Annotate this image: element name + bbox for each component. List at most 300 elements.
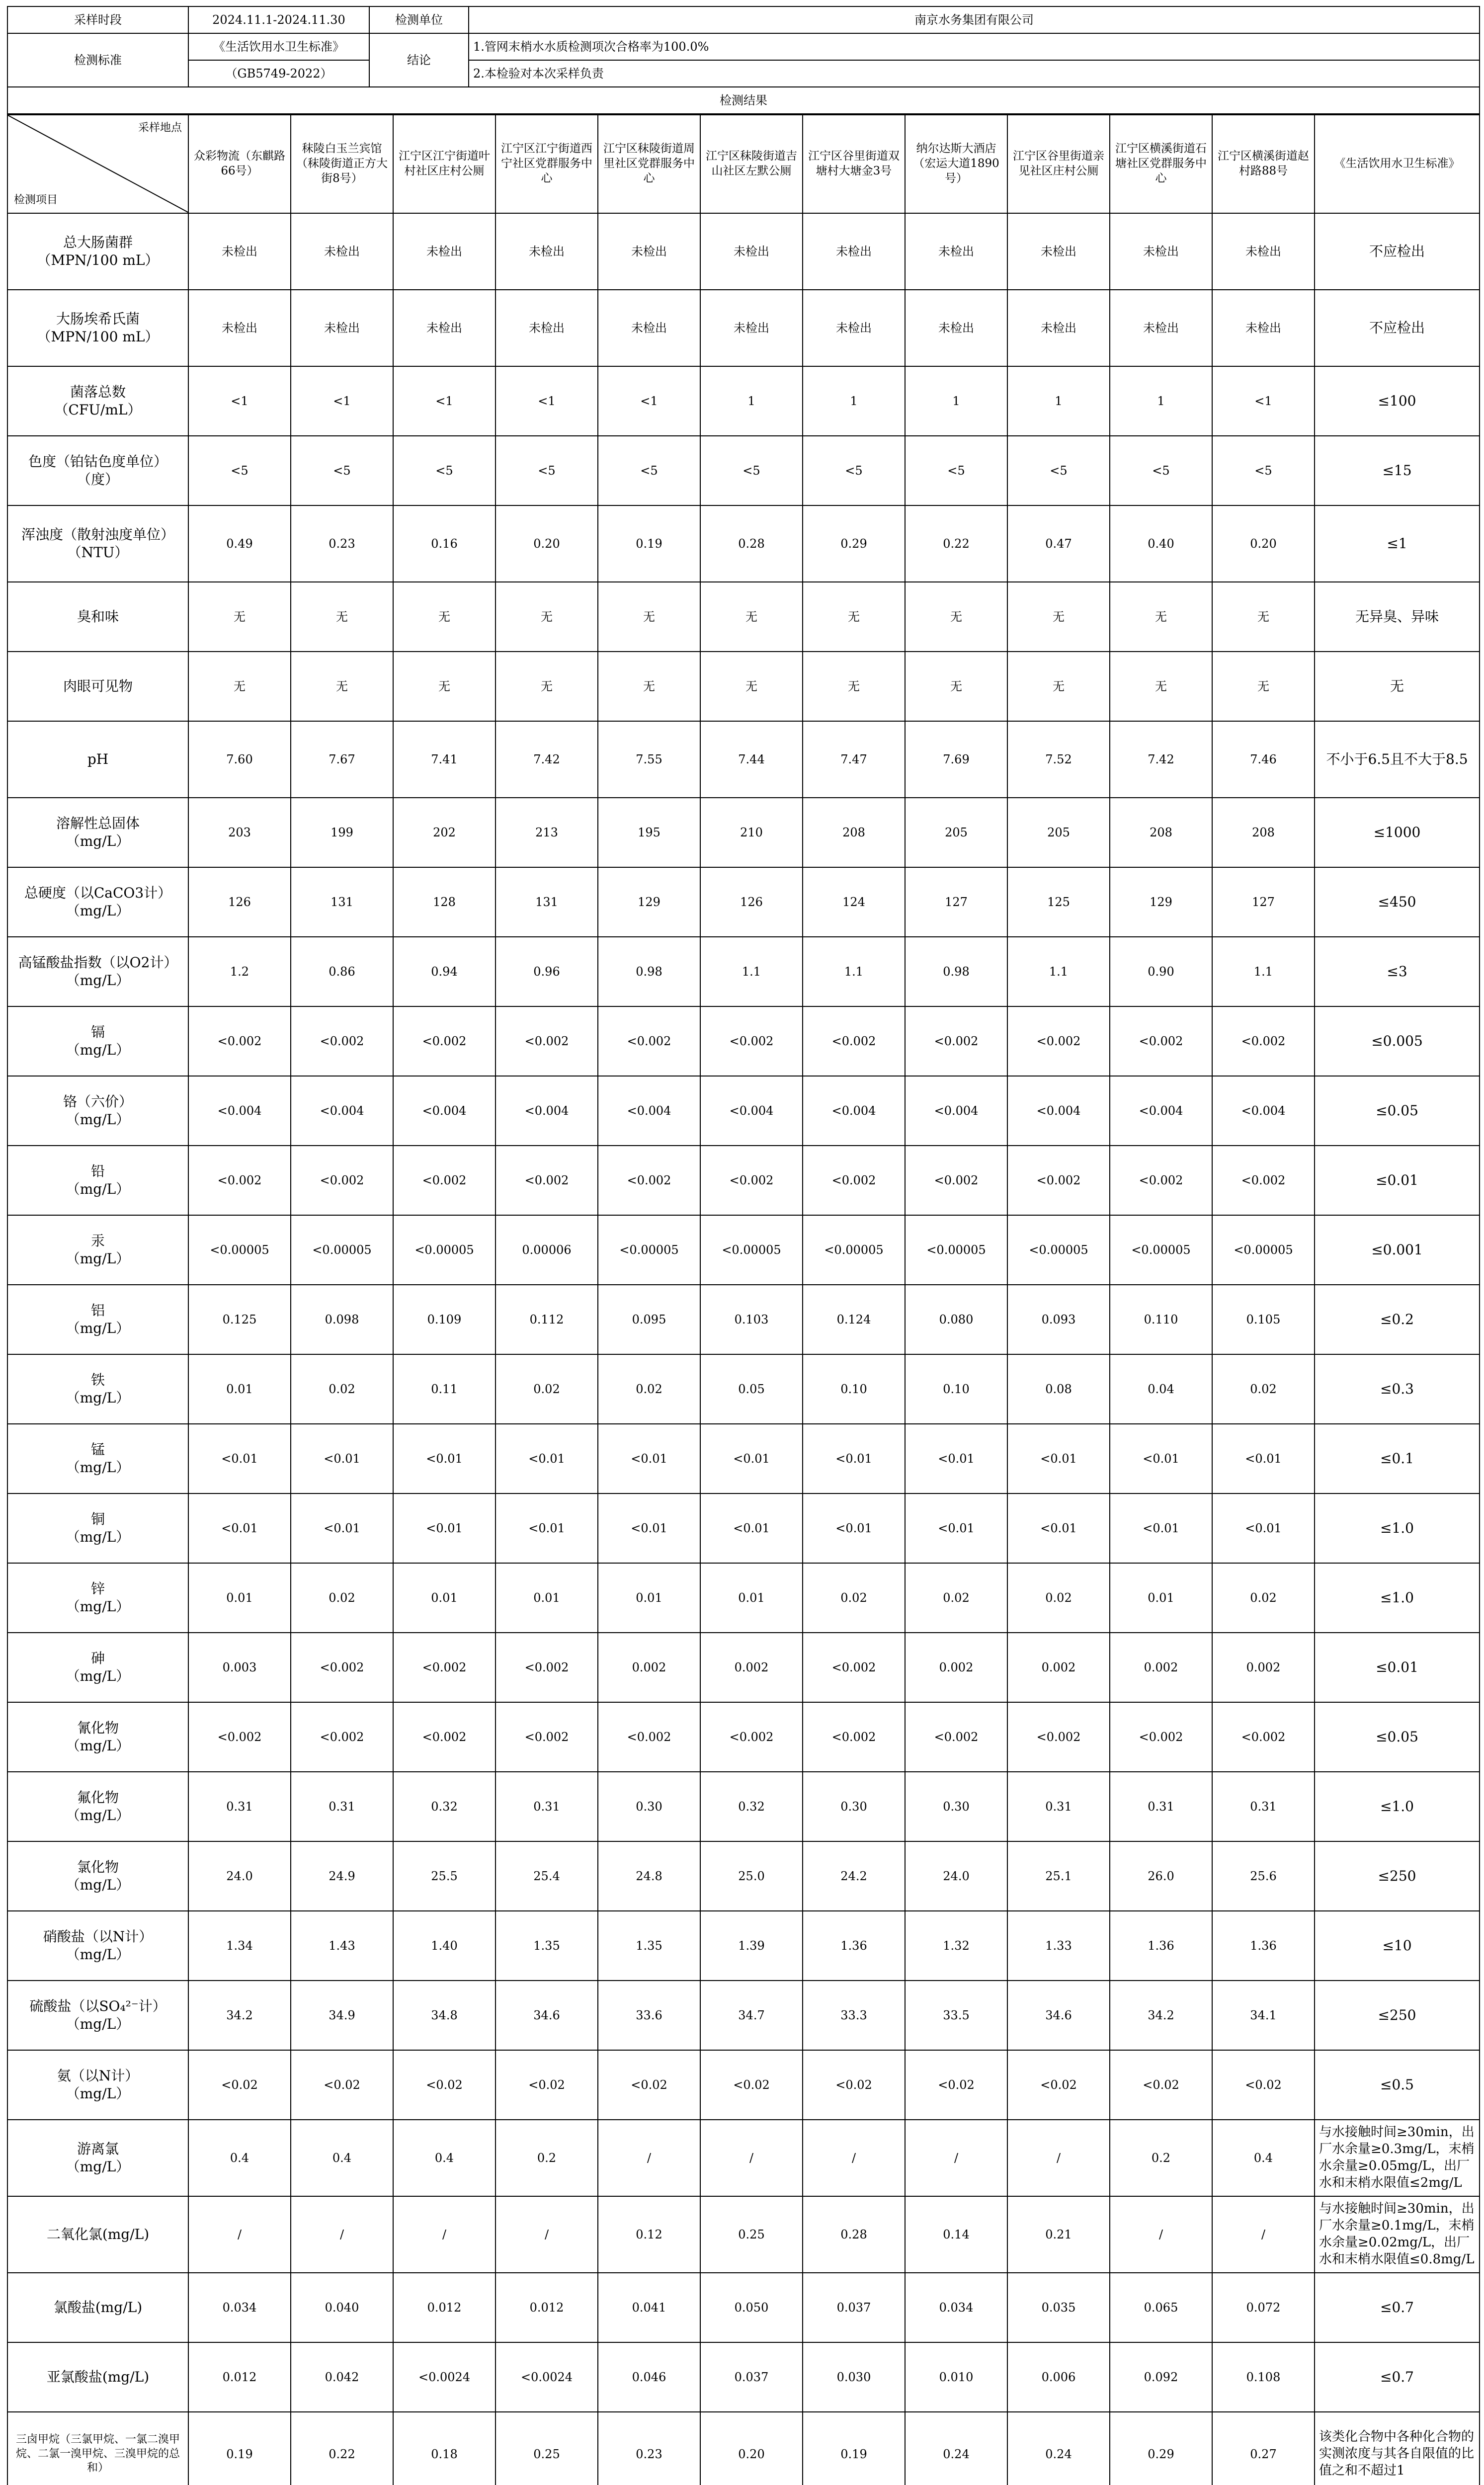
standard-limit: 不小于6.5且不大于8.5 — [1315, 721, 1480, 798]
result-cell: <0.002 — [803, 1633, 905, 1702]
result-cell: 未检出 — [393, 213, 495, 290]
result-cell: 0.32 — [393, 1772, 495, 1841]
result-cell: / — [291, 2196, 393, 2273]
result-cell: <0.002 — [905, 1006, 1007, 1076]
result-cell: 0.098 — [291, 1285, 393, 1354]
standard-limit: ≤0.01 — [1315, 1146, 1480, 1215]
result-cell: 0.10 — [905, 1354, 1007, 1424]
result-cell: <0.002 — [598, 1006, 700, 1076]
result-cell: <0.01 — [598, 1424, 700, 1493]
result-cell: 0.28 — [803, 2196, 905, 2273]
result-cell: / — [1212, 2196, 1315, 2273]
result-cell: <1 — [393, 366, 495, 436]
result-cell: <0.002 — [1110, 1146, 1212, 1215]
result-cell: 0.90 — [1110, 937, 1212, 1006]
result-cell: <0.004 — [905, 1076, 1007, 1146]
parameter-name: 溶解性总固体 （mg/L） — [7, 798, 188, 867]
table-row — [7, 1215, 1480, 1285]
result-cell: <0.01 — [291, 1424, 393, 1493]
result-cell: 0.24 — [905, 2412, 1007, 2485]
result-cell: <0.002 — [291, 1633, 393, 1702]
result-cell: 未检出 — [188, 213, 291, 290]
result-cell: <0.004 — [700, 1076, 803, 1146]
result-cell: 0.49 — [188, 505, 291, 582]
result-cell: 34.2 — [188, 1981, 291, 2050]
result-cell: 无 — [905, 652, 1007, 721]
result-cell: 25.5 — [393, 1841, 495, 1911]
result-cell: 未检出 — [1110, 290, 1212, 366]
result-cell: 0.14 — [905, 2196, 1007, 2273]
result-cell: 未检出 — [803, 290, 905, 366]
result-cell: 1.35 — [598, 1911, 700, 1981]
table-row — [7, 2050, 1480, 2120]
result-cell: <0.02 — [188, 2050, 291, 2120]
table-row — [7, 1981, 1480, 2050]
result-cell: 0.4 — [188, 2120, 291, 2196]
standard-code: （GB5749-2022） — [188, 60, 369, 87]
result-cell: <0.01 — [188, 1424, 291, 1493]
standard-limit: 不应检出 — [1315, 290, 1480, 366]
result-cell: 0.02 — [291, 1354, 393, 1424]
result-cell: <0.004 — [598, 1076, 700, 1146]
result-cell: <0.00005 — [393, 1215, 495, 1285]
result-cell: 0.006 — [1007, 2342, 1110, 2412]
result-cell: <1 — [495, 366, 598, 436]
column-header-row — [7, 115, 1480, 213]
result-cell: 33.6 — [598, 1981, 700, 2050]
result-cell: 1.33 — [1007, 1911, 1110, 1981]
result-cell: <0.004 — [495, 1076, 598, 1146]
corner-site-label: 采样地点 — [138, 122, 182, 134]
result-cell: 125 — [1007, 867, 1110, 937]
standard-limit: 无 — [1315, 652, 1480, 721]
result-cell: 0.22 — [291, 2412, 393, 2485]
result-cell: 129 — [598, 867, 700, 937]
result-cell: <0.0024 — [495, 2342, 598, 2412]
result-cell: <0.002 — [905, 1702, 1007, 1772]
result-cell: 0.110 — [1110, 1285, 1212, 1354]
result-cell: 未检出 — [1212, 290, 1315, 366]
result-cell: 199 — [291, 798, 393, 867]
parameter-name: 锌 （mg/L） — [7, 1563, 188, 1633]
result-cell: 1.35 — [495, 1911, 598, 1981]
table-row — [7, 290, 1480, 366]
result-cell: 7.67 — [291, 721, 393, 798]
site-header: 秣陵白玉兰宾馆（秣陵街道正方大街8号） — [291, 115, 393, 213]
result-cell: 0.002 — [1007, 1633, 1110, 1702]
result-cell: 0.86 — [291, 937, 393, 1006]
parameter-name: 二氧化氯(mg/L) — [7, 2196, 188, 2273]
result-cell: 未检出 — [495, 213, 598, 290]
result-cell: 0.030 — [803, 2342, 905, 2412]
result-cell: <0.00005 — [291, 1215, 393, 1285]
result-cell: <0.004 — [803, 1076, 905, 1146]
result-cell: 131 — [495, 867, 598, 937]
result-cell: 0.072 — [1212, 2273, 1315, 2342]
parameter-name: 三卤甲烷（三氯甲烷、一氯二溴甲烷、二氯一溴甲烷、三溴甲烷的总和） — [7, 2412, 188, 2485]
result-cell: 0.002 — [598, 1633, 700, 1702]
result-cell: 无 — [188, 652, 291, 721]
results-table — [7, 114, 1480, 2485]
result-cell: <0.002 — [700, 1006, 803, 1076]
parameter-name: 氟化物 （mg/L） — [7, 1772, 188, 1841]
result-cell: 0.01 — [393, 1563, 495, 1633]
result-cell: <0.002 — [495, 1006, 598, 1076]
result-cell: 0.47 — [1007, 505, 1110, 582]
site-header: 江宁区秣陵街道吉山社区左默公厕 — [700, 115, 803, 213]
result-cell: <0.002 — [291, 1006, 393, 1076]
result-cell: 0.103 — [700, 1285, 803, 1354]
result-cell: 127 — [905, 867, 1007, 937]
parameter-name: 镉 （mg/L） — [7, 1006, 188, 1076]
result-cell: 0.2 — [495, 2120, 598, 2196]
result-cell: 0.02 — [598, 1354, 700, 1424]
result-cell: 0.98 — [598, 937, 700, 1006]
table-row — [7, 1424, 1480, 1493]
result-cell: 0.125 — [188, 1285, 291, 1354]
result-cell: 0.10 — [803, 1354, 905, 1424]
result-cell: 0.31 — [1007, 1772, 1110, 1841]
standard-limit: 与水接触时间≥30min，出厂水余量≥0.3mg/L，末梢水余量≥0.05mg/L，出厂水和末梢水限值≤2mg/L — [1315, 2120, 1480, 2196]
result-cell: 0.042 — [291, 2342, 393, 2412]
result-cell: <0.002 — [1212, 1702, 1315, 1772]
result-cell: 0.23 — [291, 505, 393, 582]
result-cell: 0.31 — [495, 1772, 598, 1841]
result-cell: 0.01 — [495, 1563, 598, 1633]
result-cell: <5 — [1212, 436, 1315, 505]
result-cell: <0.00005 — [1212, 1215, 1315, 1285]
result-cell: <0.01 — [700, 1493, 803, 1563]
result-cell: <0.00005 — [598, 1215, 700, 1285]
result-cell: 0.046 — [598, 2342, 700, 2412]
result-cell: <5 — [598, 436, 700, 505]
standard-limit: ≤1 — [1315, 505, 1480, 582]
table-row — [7, 1354, 1480, 1424]
result-cell: 无 — [291, 582, 393, 652]
result-cell: 未检出 — [188, 290, 291, 366]
result-cell: <0.02 — [803, 2050, 905, 2120]
result-cell: 25.0 — [700, 1841, 803, 1911]
result-cell: <0.002 — [393, 1633, 495, 1702]
result-cell: 无 — [700, 652, 803, 721]
result-cell: 0.29 — [1110, 2412, 1212, 2485]
result-cell: 无 — [188, 582, 291, 652]
result-cell: 7.42 — [495, 721, 598, 798]
table-row — [7, 2412, 1480, 2485]
parameter-name: 游离氯 （mg/L） — [7, 2120, 188, 2196]
result-cell: 未检出 — [1110, 213, 1212, 290]
table-row — [7, 721, 1480, 798]
result-cell: <0.002 — [291, 1146, 393, 1215]
parameter-name: 臭和味 — [7, 582, 188, 652]
result-cell: <5 — [1110, 436, 1212, 505]
result-cell: 7.69 — [905, 721, 1007, 798]
result-cell: <0.002 — [598, 1702, 700, 1772]
result-cell: 0.31 — [1110, 1772, 1212, 1841]
table-row — [7, 1911, 1480, 1981]
result-cell: 0.20 — [495, 505, 598, 582]
result-cell: 34.9 — [291, 1981, 393, 2050]
result-cell: / — [598, 2120, 700, 2196]
result-cell: 34.1 — [1212, 1981, 1315, 2050]
result-cell: 未检出 — [291, 213, 393, 290]
result-cell: 0.31 — [188, 1772, 291, 1841]
result-cell: <0.00005 — [1007, 1215, 1110, 1285]
header-table — [7, 6, 1480, 114]
parameter-name: 铬（六价） （mg/L） — [7, 1076, 188, 1146]
table-row — [7, 505, 1480, 582]
result-cell: 0.30 — [803, 1772, 905, 1841]
table-row — [7, 652, 1480, 721]
standard-limit: ≤0.01 — [1315, 1633, 1480, 1702]
result-cell: 203 — [188, 798, 291, 867]
parameter-name: 砷 （mg/L） — [7, 1633, 188, 1702]
standard-limit: ≤3 — [1315, 937, 1480, 1006]
parameter-name: 氯酸盐(mg/L) — [7, 2273, 188, 2342]
result-cell: 0.4 — [393, 2120, 495, 2196]
result-cell: <0.002 — [700, 1146, 803, 1215]
parameter-name: 硝酸盐（以N计） （mg/L） — [7, 1911, 188, 1981]
result-cell: <0.02 — [1212, 2050, 1315, 2120]
result-cell: <0.00005 — [1110, 1215, 1212, 1285]
result-cell: <0.002 — [1212, 1146, 1315, 1215]
result-cell: <0.004 — [393, 1076, 495, 1146]
result-cell: 208 — [1212, 798, 1315, 867]
result-cell: <0.01 — [1007, 1424, 1110, 1493]
parameter-name: 氯化物 （mg/L） — [7, 1841, 188, 1911]
result-cell: 0.19 — [188, 2412, 291, 2485]
result-cell: 未检出 — [700, 213, 803, 290]
result-cell: 7.55 — [598, 721, 700, 798]
standard-limit: ≤0.2 — [1315, 1285, 1480, 1354]
result-cell: 0.98 — [905, 937, 1007, 1006]
period-label: 采样时段 — [7, 6, 188, 33]
result-cell: 0.29 — [803, 505, 905, 582]
result-cell: 1.32 — [905, 1911, 1007, 1981]
result-cell: 126 — [700, 867, 803, 937]
result-cell: 0.30 — [598, 1772, 700, 1841]
result-cell: 131 — [291, 867, 393, 937]
standard-column-header: 《生活饮用水卫生标准》 — [1315, 115, 1480, 213]
result-cell: 1 — [1110, 366, 1212, 436]
result-cell: <0.01 — [1212, 1424, 1315, 1493]
table-row — [7, 1633, 1480, 1702]
period-value: 2024.11.1-2024.11.30 — [188, 6, 369, 33]
result-cell: <0.002 — [700, 1702, 803, 1772]
table-row — [7, 213, 1480, 290]
result-cell: <0.01 — [1212, 1493, 1315, 1563]
result-cell: 0.037 — [700, 2342, 803, 2412]
result-cell: 33.3 — [803, 1981, 905, 2050]
result-cell: 0.18 — [393, 2412, 495, 2485]
standard-limit: ≤450 — [1315, 867, 1480, 937]
result-cell: 未检出 — [495, 290, 598, 366]
result-cell: 0.002 — [905, 1633, 1007, 1702]
result-cell: 未检出 — [291, 290, 393, 366]
table-row — [7, 2120, 1480, 2196]
result-cell: 未检出 — [598, 290, 700, 366]
parameter-name: 锰 （mg/L） — [7, 1424, 188, 1493]
result-cell: 34.7 — [700, 1981, 803, 2050]
result-cell: 1.1 — [803, 937, 905, 1006]
result-cell: 0.012 — [393, 2273, 495, 2342]
result-cell: <1 — [598, 366, 700, 436]
result-cell: <5 — [1007, 436, 1110, 505]
result-cell: 0.28 — [700, 505, 803, 582]
result-cell: 1.34 — [188, 1911, 291, 1981]
result-cell: 0.02 — [495, 1354, 598, 1424]
result-cell: <0.02 — [905, 2050, 1007, 2120]
site-header: 江宁区谷里街道双塘村大塘金3号 — [803, 115, 905, 213]
result-cell: 0.01 — [598, 1563, 700, 1633]
result-cell: 1.1 — [700, 937, 803, 1006]
standard-limit: ≤10 — [1315, 1911, 1480, 1981]
result-cell: <0.00005 — [188, 1215, 291, 1285]
result-cell: 未检出 — [700, 290, 803, 366]
standard-limit: ≤0.05 — [1315, 1702, 1480, 1772]
standard-limit: ≤0.3 — [1315, 1354, 1480, 1424]
result-cell: / — [700, 2120, 803, 2196]
unit-value: 南京水务集团有限公司 — [469, 6, 1480, 33]
result-cell: <0.004 — [1212, 1076, 1315, 1146]
result-cell: 0.16 — [393, 505, 495, 582]
result-cell: 0.05 — [700, 1354, 803, 1424]
result-cell: 26.0 — [1110, 1841, 1212, 1911]
result-cell: 无 — [1212, 652, 1315, 721]
result-cell: 未检出 — [598, 213, 700, 290]
result-cell: 24.2 — [803, 1841, 905, 1911]
result-cell: <0.01 — [393, 1424, 495, 1493]
table-row — [7, 1841, 1480, 1911]
result-cell: / — [1110, 2196, 1212, 2273]
parameter-name: 汞 （mg/L） — [7, 1215, 188, 1285]
result-cell: <0.002 — [393, 1702, 495, 1772]
result-cell: 0.96 — [495, 937, 598, 1006]
result-cell: 34.8 — [393, 1981, 495, 2050]
result-cell: 0.25 — [495, 2412, 598, 2485]
table-row — [7, 1146, 1480, 1215]
result-cell: 1 — [1007, 366, 1110, 436]
result-cell: 7.46 — [1212, 721, 1315, 798]
site-header: 江宁区江宁街道西宁社区党群服务中心 — [495, 115, 598, 213]
result-cell: <0.01 — [1007, 1493, 1110, 1563]
result-cell: <0.002 — [803, 1702, 905, 1772]
result-cell: 1.36 — [1212, 1911, 1315, 1981]
result-cell: <0.002 — [598, 1146, 700, 1215]
table-row — [7, 1076, 1480, 1146]
standard-name: 《生活饮用水卫生标准》 — [188, 33, 369, 60]
result-cell: 0.012 — [495, 2273, 598, 2342]
result-cell: <5 — [905, 436, 1007, 505]
result-cell: 0.20 — [1212, 505, 1315, 582]
result-cell: 0.21 — [1007, 2196, 1110, 2273]
result-cell: <0.02 — [393, 2050, 495, 2120]
parameter-name: 总硬度（以CaCO3计） （mg/L） — [7, 867, 188, 937]
result-cell: 210 — [700, 798, 803, 867]
result-cell: 0.050 — [700, 2273, 803, 2342]
result-cell: 0.037 — [803, 2273, 905, 2342]
parameter-name: 总大肠菌群 （MPN/100 mL） — [7, 213, 188, 290]
result-cell: 7.44 — [700, 721, 803, 798]
result-cell: 0.08 — [1007, 1354, 1110, 1424]
result-cell: <0.002 — [495, 1146, 598, 1215]
result-cell: 7.47 — [803, 721, 905, 798]
result-cell: <0.002 — [495, 1702, 598, 1772]
result-cell: 0.27 — [1212, 2412, 1315, 2485]
result-cell: <0.004 — [1110, 1076, 1212, 1146]
result-cell: 1 — [905, 366, 1007, 436]
site-header: 江宁区谷里街道亲见社区庄村公厕 — [1007, 115, 1110, 213]
table-row — [7, 1006, 1480, 1076]
result-cell: <0.01 — [393, 1493, 495, 1563]
table-row — [7, 867, 1480, 937]
result-cell: <0.02 — [291, 2050, 393, 2120]
standard-limit: ≤250 — [1315, 1841, 1480, 1911]
result-cell: 0.30 — [905, 1772, 1007, 1841]
result-cell: 24.9 — [291, 1841, 393, 1911]
result-cell: 0.095 — [598, 1285, 700, 1354]
result-cell: 25.1 — [1007, 1841, 1110, 1911]
result-cell: <1 — [291, 366, 393, 436]
result-cell: 0.003 — [188, 1633, 291, 1702]
table-row — [7, 1285, 1480, 1354]
standard-limit: ≤0.7 — [1315, 2273, 1480, 2342]
table-row — [7, 1563, 1480, 1633]
table-row — [7, 2273, 1480, 2342]
result-cell: <0.002 — [803, 1146, 905, 1215]
result-cell: 无 — [803, 582, 905, 652]
result-cell: 0.22 — [905, 505, 1007, 582]
result-cell: 0.108 — [1212, 2342, 1315, 2412]
result-cell: 0.010 — [905, 2342, 1007, 2412]
result-cell: 0.034 — [905, 2273, 1007, 2342]
result-cell: <0.002 — [1007, 1006, 1110, 1076]
result-cell: 195 — [598, 798, 700, 867]
result-cell: 0.012 — [188, 2342, 291, 2412]
parameter-name: 大肠埃希氏菌 （MPN/100 mL） — [7, 290, 188, 366]
result-cell: 0.32 — [700, 1772, 803, 1841]
result-cell: 0.002 — [1110, 1633, 1212, 1702]
result-cell: 0.065 — [1110, 2273, 1212, 2342]
result-cell: 34.6 — [1007, 1981, 1110, 2050]
result-cell: 1.36 — [803, 1911, 905, 1981]
table-row — [7, 436, 1480, 505]
result-cell: <0.02 — [495, 2050, 598, 2120]
parameter-name: 菌落总数 （CFU/mL） — [7, 366, 188, 436]
parameter-name: 铝 （mg/L） — [7, 1285, 188, 1354]
result-cell: 213 — [495, 798, 598, 867]
standard-limit: ≤100 — [1315, 366, 1480, 436]
result-cell: 未检出 — [905, 290, 1007, 366]
result-cell: 0.19 — [803, 2412, 905, 2485]
result-cell: <0.02 — [700, 2050, 803, 2120]
standard-limit: 与水接触时间≥30min，出厂水余量≥0.1mg/L，末梢水余量≥0.02mg/L，出厂水和末梢水限值≤0.8mg/L — [1315, 2196, 1480, 2273]
result-cell: 126 — [188, 867, 291, 937]
result-cell: 129 — [1110, 867, 1212, 937]
result-cell: 无 — [1007, 652, 1110, 721]
result-cell: 0.093 — [1007, 1285, 1110, 1354]
result-cell: <0.002 — [393, 1006, 495, 1076]
result-cell: 1.39 — [700, 1911, 803, 1981]
conclusion-line-2: 2.本检验对本次采样负责 — [469, 60, 1480, 87]
result-cell: <0.002 — [188, 1006, 291, 1076]
result-cell: 0.24 — [1007, 2412, 1110, 2485]
standard-limit: ≤15 — [1315, 436, 1480, 505]
standard-limit: ≤0.1 — [1315, 1424, 1480, 1493]
standard-limit: ≤1.0 — [1315, 1563, 1480, 1633]
standard-limit: ≤0.005 — [1315, 1006, 1480, 1076]
result-cell: <0.002 — [1110, 1006, 1212, 1076]
